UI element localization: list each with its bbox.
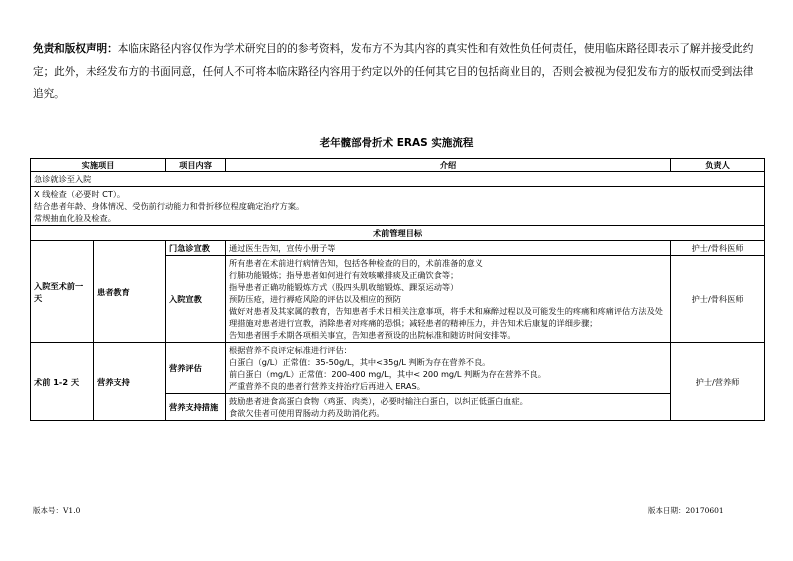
section-preop: 术前管理目标 [31,226,765,241]
item-nutrition: 营养支持 [94,343,166,421]
disclaimer [33,38,761,106]
header-intro: 介绍 [226,159,671,172]
row-exam [31,187,765,226]
outpatient-education-text: 通过医生告知，宣传小册子等 [226,241,671,256]
phase-nutrition: 术前 1-2 天 [31,343,94,421]
row-emergency: 急诊就诊至入院 [31,172,765,187]
footer-date: 版本日期：20170601 [648,506,724,515]
assessment-line: 严重营养不良的患者行营养支持治疗后再进入 ERAS。 [229,381,425,391]
phase-admit: 入院至术前一天 [31,241,94,343]
disclaimer-text: 本临床路径内容仅作为学术研究目的的参考资料，发布方不为其内容的真实性和有效性负任何责任，使用临床路径即表示了解并接受此约定；此外，未经发布方的书面同意，任何人不可将本临床路径内容用于约定以外的任何其它目的包括商业目的，否则会被视为侵犯发布方的版权而受到法律追究。 [33,43,754,101]
item-education: 患者教育 [94,241,166,343]
table-row [31,241,765,256]
header-content: 项目内容 [166,159,226,172]
header-owner: 负责人 [671,159,765,172]
table-row [31,172,765,187]
assessment-line: 根据营养不良评定标准进行评估： [229,345,352,355]
admission-line: 预防压疮，进行褥疮风险的评估以及相应的预防 [229,294,401,304]
footer-version: 版本号：V1.0 [33,506,81,515]
sub-admission-education: 入院宣教 [166,256,226,343]
owner-nutrition: 护士/营养师 [671,343,765,421]
support-line: 食欲欠佳者可使用胃肠动力药及助消化药。 [229,408,385,418]
admission-line: 所有患者在术前进行病情告知，包括各种检查的目的，术前准备的意义 [229,258,483,268]
admission-education-text [226,256,671,343]
sub-nutrition-assessment: 营养评估 [166,343,226,394]
disclaimer-label: 免责和版权声明： [33,43,118,55]
assessment-line: 前白蛋白（mg/L）正常值：200-400 mg/L，其中< 200 mg/L 判断为存在营养不良。 [229,369,546,379]
admission-line: 指导患者正确功能锻炼方式（股四头肌收缩锻炼、踝泵运动等） [229,282,459,292]
admission-line: 告知患者围手术期各项相关事宜，告知患者预设的出院标准和随访时间安排等。 [229,330,516,340]
nutrition-assessment-text [226,343,671,394]
owner-outpatient: 护士/骨科医师 [671,241,765,256]
nutrition-support-text [226,394,671,421]
table-row [31,226,765,241]
exam-line: 常规抽血化验及检查。 [34,213,116,223]
owner-admission: 护士/骨科医师 [671,256,765,343]
admission-line: 做好对患者及其家属的教育，告知患者手术日相关注意事项，将手术和麻醉过程以及可能发生的疼痛和疼痛评估方法及处理措施对患者进行宣教，消除患者对疼痛的恐惧；减轻患者的精神压力，并告知术后康复的详细步骤； [229,306,663,328]
sub-outpatient-education: 门急诊宣教 [166,241,226,256]
sub-nutrition-support: 营养支持措施 [166,394,226,421]
table-header-row [31,159,765,172]
table-row [31,187,765,226]
assessment-line: 白蛋白（g/L）正常值：35-50g/L，其中<35g/L 判断为存在营养不良。 [229,357,491,367]
support-line: 鼓励患者进食高蛋白食物（鸡蛋、肉类），必要时输注白蛋白，以纠正低蛋白血症。 [229,396,528,406]
eras-table [30,158,765,421]
document-title: 老年髋部骨折术 ERAS 实施流程 [319,137,474,149]
admission-line: 行肺功能锻炼；指导患者如何进行有效咳嗽排痰及正确饮食等； [229,270,459,280]
exam-line: 结合患者年龄、身体情况、受伤前行动能力和骨折移位程度确定治疗方案。 [34,201,305,211]
exam-line: X 线检查（必要时 CT）。 [34,189,126,199]
header-project: 实施项目 [31,159,166,172]
table-row [31,343,765,394]
